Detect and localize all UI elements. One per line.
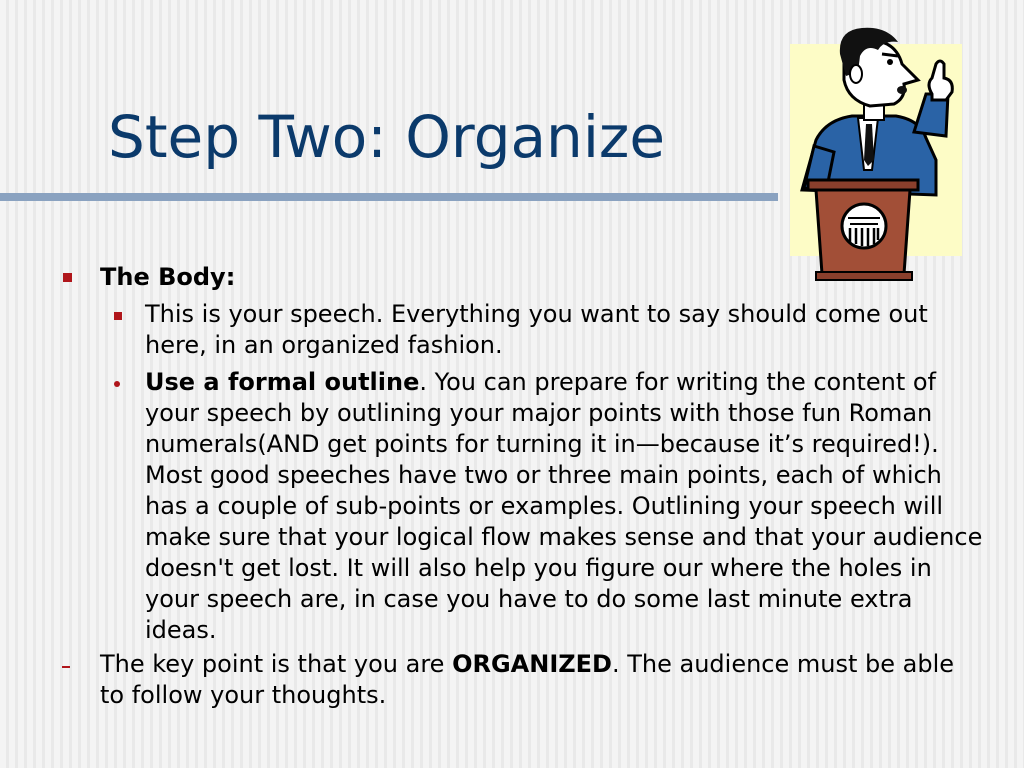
bullet-dot-icon: [114, 381, 120, 387]
outline-point: [145, 367, 985, 646]
speech-point: This is your speech. Everything you want to say should come out here, in an organized fashion.: [145, 300, 928, 359]
key-prefix: The key point is that you are: [100, 650, 453, 678]
outline-bold-text: Use a formal outline: [145, 368, 420, 396]
slide-title: Step Two: Organize: [108, 103, 666, 171]
key-bold-text: ORGANIZED: [452, 650, 612, 678]
key-suffix: . The audience must be able to follow your thoughts.: [100, 650, 955, 709]
outline-text: . You can prepare for writing the content of your speech by outlining your major points with those fun Roman numerals(AND get points for turning it in—because it’s required!). Most good speeches have two or three main points, each of which has a couple of sub-points or examples. Outlining your speech will make sure that your logical flow makes sense and that your audience doesn't get lost. It will also help you figure our where the holes in your speech are, in case you have to do some last minute extra ideas.: [145, 368, 983, 644]
body-heading: The Body:: [100, 263, 236, 291]
key-point: [100, 649, 980, 711]
bullet-square-icon: [114, 312, 122, 320]
title-underline: [0, 193, 778, 201]
speaker-at-podium-icon: [786, 20, 964, 282]
bullet-square-icon: [63, 273, 72, 282]
bullet-dash-icon: [62, 666, 70, 668]
